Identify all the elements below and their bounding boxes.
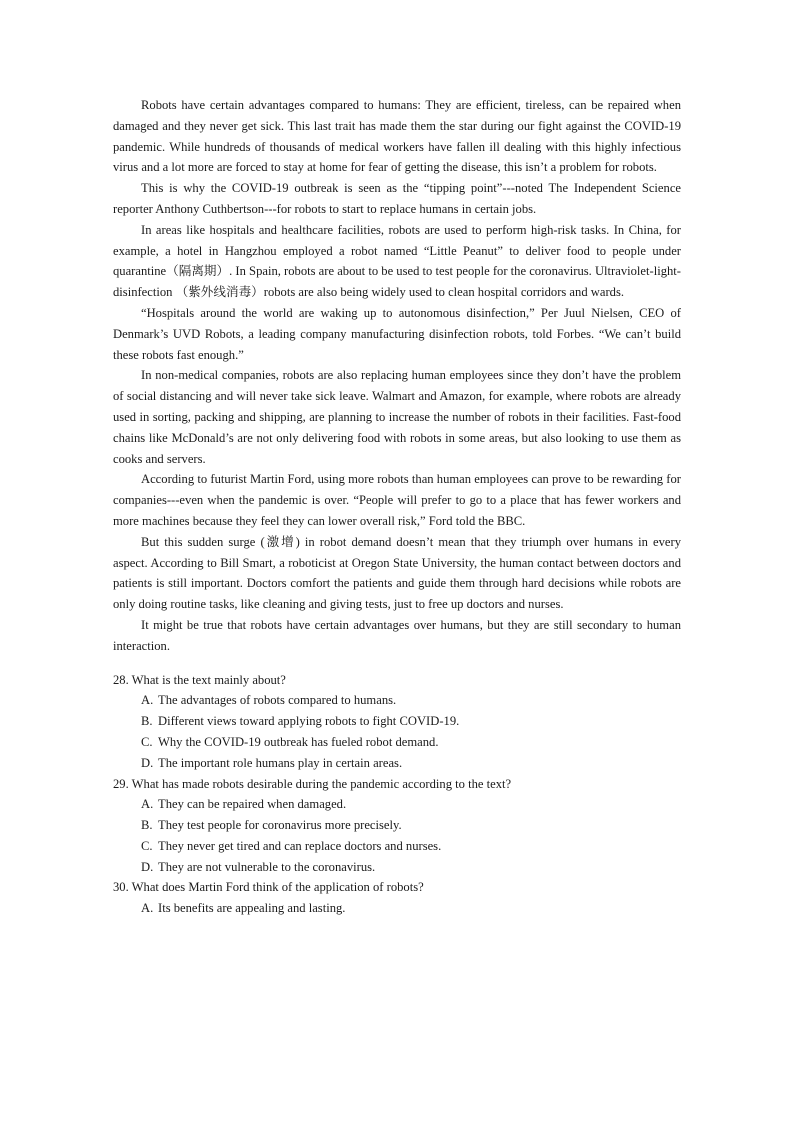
option-text: Different views toward applying robots to fight COVID-19. [158, 714, 460, 729]
answer-option-b [141, 815, 681, 836]
option-text: They never get tired and can replace doctors and nurses. [158, 838, 442, 853]
option-letter: C. [141, 734, 153, 749]
option-letter: A. [141, 901, 154, 916]
option-text: They are not vulnerable to the coronavirus. [158, 859, 376, 874]
option-text: The advantages of robots compared to humans. [158, 693, 397, 708]
question-stem: 29. What has made robots desirable during the pandemic according to the text? [113, 776, 512, 791]
answer-option-a [141, 794, 681, 815]
option-letter: C. [141, 838, 153, 853]
passage-paragraph: In areas like hospitals and healthcare facilities, robots are used to perform high-risk tasks. In China, for example, a hotel in Hangzhou employed a robot named “Little Peanut” to deliver food to people under quarantine（隔离期）. In Spain, robots are about to be used to test people for the coronavirus. Ultraviolet-light-disinfection （紫外线消毒）robots are also being widely used to clean hospital corridors and wards. [113, 222, 681, 300]
question-28 [113, 670, 681, 774]
answer-option-c [141, 732, 681, 753]
option-letter: A. [141, 693, 154, 708]
question-30 [113, 877, 681, 919]
question-stem: 28. What is the text mainly about? [113, 672, 286, 687]
question-stem: 30. What does Martin Ford think of the application of robots? [113, 880, 424, 895]
option-text: Why the COVID-19 outbreak has fueled robot demand. [158, 734, 439, 749]
passage-paragraph: “Hospitals around the world are waking up to autonomous disinfection,” Per Juul Nielsen, CEO of Denmark’s UVD Robots, a leading company manufacturing disinfection robots, told Forbes. “We can’t build these robots fast enough.” [113, 305, 681, 362]
passage-paragraph: In non-medical companies, robots are also replacing human employees since they don’t have the problem of social distancing and will never take sick leave. Walmart and Amazon, for example, where robots are already used in sorting, packing and shipping, are planning to increase the number of robots in their facilities. Fast-food chains like McDonald’s are not only delivering food with robots in some areas, but also looking to use them as cooks and servers. [113, 368, 681, 466]
answer-option-a [141, 898, 681, 919]
question-list [113, 670, 681, 920]
option-text: They test people for coronavirus more precisely. [158, 818, 402, 833]
option-letter: D. [141, 755, 154, 770]
answer-option-d [141, 857, 681, 878]
option-text: They can be repaired when damaged. [158, 797, 347, 812]
option-letter: D. [141, 859, 154, 874]
passage-paragraph: Robots have certain advantages compared to humans: They are efficient, tireless, can be repaired when damaged and they never get sick. This last trait has made them the star during our fight against the COVID-19 pandemic. While hundreds of thousands of medical workers have fallen ill dealing with this highly infectious virus and a lot more are forced to stay at home for fear of getting the disease, this isn’t a problem for robots. [113, 98, 681, 175]
option-text: The important role humans play in certain areas. [158, 755, 403, 770]
option-letter: A. [141, 797, 154, 812]
option-letter: B. [141, 714, 153, 729]
passage-paragraph: This is why the COVID-19 outbreak is seen as the “tipping point”---noted The Independent Science reporter Anthony Cuthbertson---for robots to start to replace humans in certain jobs. [113, 181, 681, 216]
answer-option-a [141, 690, 681, 711]
passage-paragraph: According to futurist Martin Ford, using more robots than human employees can prove to be rewarding for companies---even when the pandemic is over. “People will prefer to go to a place that has fewer workers and more machines because they feel they can lower overall risk,” Ford told the BBC. [113, 472, 681, 528]
reading-passage [113, 95, 681, 657]
answer-option-b [141, 711, 681, 732]
option-text: Its benefits are appealing and lasting. [158, 901, 346, 916]
document-page [113, 95, 681, 919]
option-letter: B. [141, 818, 153, 833]
answer-option-d [141, 753, 681, 774]
answer-option-c [141, 836, 681, 857]
passage-paragraph: But this sudden surge (激增) in robot demand doesn’t mean that they triumph over humans in every aspect. According to Bill Smart, a roboticist at Oregon State University, the human contact between doctors and patients is still important. Doctors comfort the patients and guide them through hard decisions while robots are only doing routine tasks, like cleaning and giving tests, just to free up doctors and nurses. [113, 534, 681, 612]
passage-paragraph: It might be true that robots have certain advantages over humans, but they are still secondary to human interaction. [113, 617, 681, 653]
question-29 [113, 774, 681, 878]
